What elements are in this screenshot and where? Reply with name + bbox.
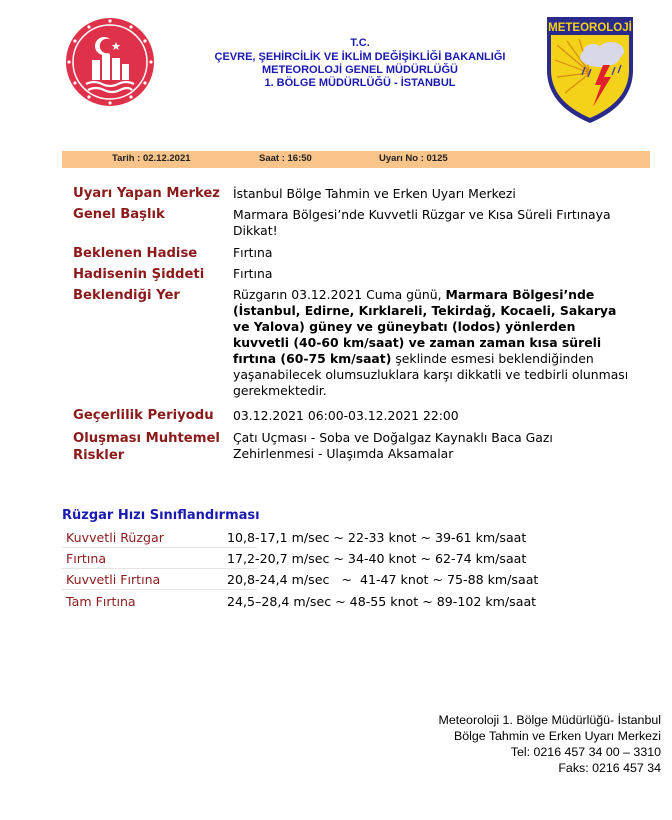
wind-section-title: Rüzgar Hızı Sınıflandırması bbox=[62, 508, 260, 523]
header-directorate: METEOROLOJİ GENEL MÜDÜRLÜĞÜ bbox=[262, 64, 458, 76]
footer-fax: Faks: 0216 457 34 bbox=[558, 761, 661, 775]
header-ministry: ÇEVRE, ŞEHİRCİLİK VE İKLİM DEĞİŞİKLİĞİ BAKANLIĞI bbox=[214, 51, 506, 63]
ministry-seal-logo bbox=[64, 16, 156, 108]
wind-row-value: 17,2-20,7 m/sec ~ 34-40 knot ~ 62-74 km/saat bbox=[227, 551, 527, 566]
row-divider bbox=[62, 589, 257, 590]
severity-value: Fırtına bbox=[233, 266, 273, 281]
info-bar bbox=[62, 151, 650, 168]
wind-row-label: Tam Fırtına bbox=[66, 594, 136, 609]
center-value: İstanbul Bölge Tahmin ve Erken Uyarı Merkezi bbox=[233, 186, 516, 201]
wind-row-value: 10,8-17,1 m/sec ~ 22-33 knot ~ 39-61 km/saat bbox=[227, 530, 527, 545]
location-label: Beklendiği Yer bbox=[73, 288, 180, 303]
wind-row-label: Kuvvetli Rüzgar bbox=[66, 530, 164, 545]
title-label: Genel Başlık bbox=[73, 207, 165, 222]
event-label: Beklenen Hadise bbox=[73, 246, 198, 261]
logo-text: METEOROLOJİ bbox=[548, 22, 632, 34]
wind-row-value: 20,8-24,4 m/sec ~ 41-47 knot ~ 75-88 km/saat bbox=[227, 572, 539, 587]
validity-value: 03.12.2021 06:00-03.12.2021 22:00 bbox=[233, 408, 459, 423]
risks-label: Oluşması Muhtemel Riskler bbox=[73, 431, 220, 463]
footer-line-1: Meteoroloji 1. Bölge Müdürlüğü- İstanbul bbox=[438, 713, 661, 727]
header-line-tc: T.C. bbox=[350, 37, 370, 49]
date-field: Tarih : 02.12.2021 bbox=[112, 153, 191, 164]
center-label: Uyarı Yapan Merkez bbox=[73, 186, 220, 201]
validity-label: Geçerlilik Periyodu bbox=[73, 408, 214, 423]
meteoroloji-logo bbox=[545, 15, 635, 125]
risks-value: Çatı Uçması - Soba ve Doğalgaz Kaynaklı Baca Gazı Zehirlenmesi - Ulaşımda Aksamalar bbox=[233, 430, 553, 461]
wind-row-label: Kuvvetli Fırtına bbox=[66, 572, 161, 587]
warning-number: Uyarı No : 0125 bbox=[379, 153, 448, 164]
header-regional: 1. BÖLGE MÜDÜRLÜĞÜ - İSTANBUL bbox=[264, 77, 456, 89]
wind-row-label: Fırtına bbox=[66, 551, 107, 566]
severity-label: Hadisenin Şiddeti bbox=[73, 267, 205, 282]
time-field: Saat : 16:50 bbox=[259, 153, 312, 164]
footer-line-2: Bölge Tahmin ve Erken Uyarı Merkezi bbox=[453, 729, 661, 743]
footer-phone: Tel: 0216 457 34 00 – 3310 bbox=[510, 745, 661, 759]
wind-row-value: 24,5–28,4 m/sec ~ 48-55 knot ~ 89-102 km/saat bbox=[227, 594, 537, 609]
row-divider bbox=[62, 568, 257, 569]
row-divider bbox=[62, 547, 257, 548]
title-value: Marmara Bölgesi’nde Kuvvetli Rüzgar ve Kısa Süreli Fırtınaya Dikkat! bbox=[233, 207, 611, 238]
location-value: Rüzgarın 03.12.2021 Cuma günü, Marmara Bölgesi’nde (İstanbul, Edirne, Kırklareli, Tekirdağ, Kocaeli, Sakarya ve Yalova) güney ve güneybatı (lodos) yönlerden kuvvetli (40-60 km/saat) ve zaman zaman kısa süreli fırtına (60-75 km/saat) şeklinde esmesi beklendiğinden yaşanabilecek olumsuzluklara karşı dikkatli ve tedbirli olunması gerekmektedir. bbox=[233, 287, 629, 398]
event-value: Fırtına bbox=[233, 245, 273, 260]
